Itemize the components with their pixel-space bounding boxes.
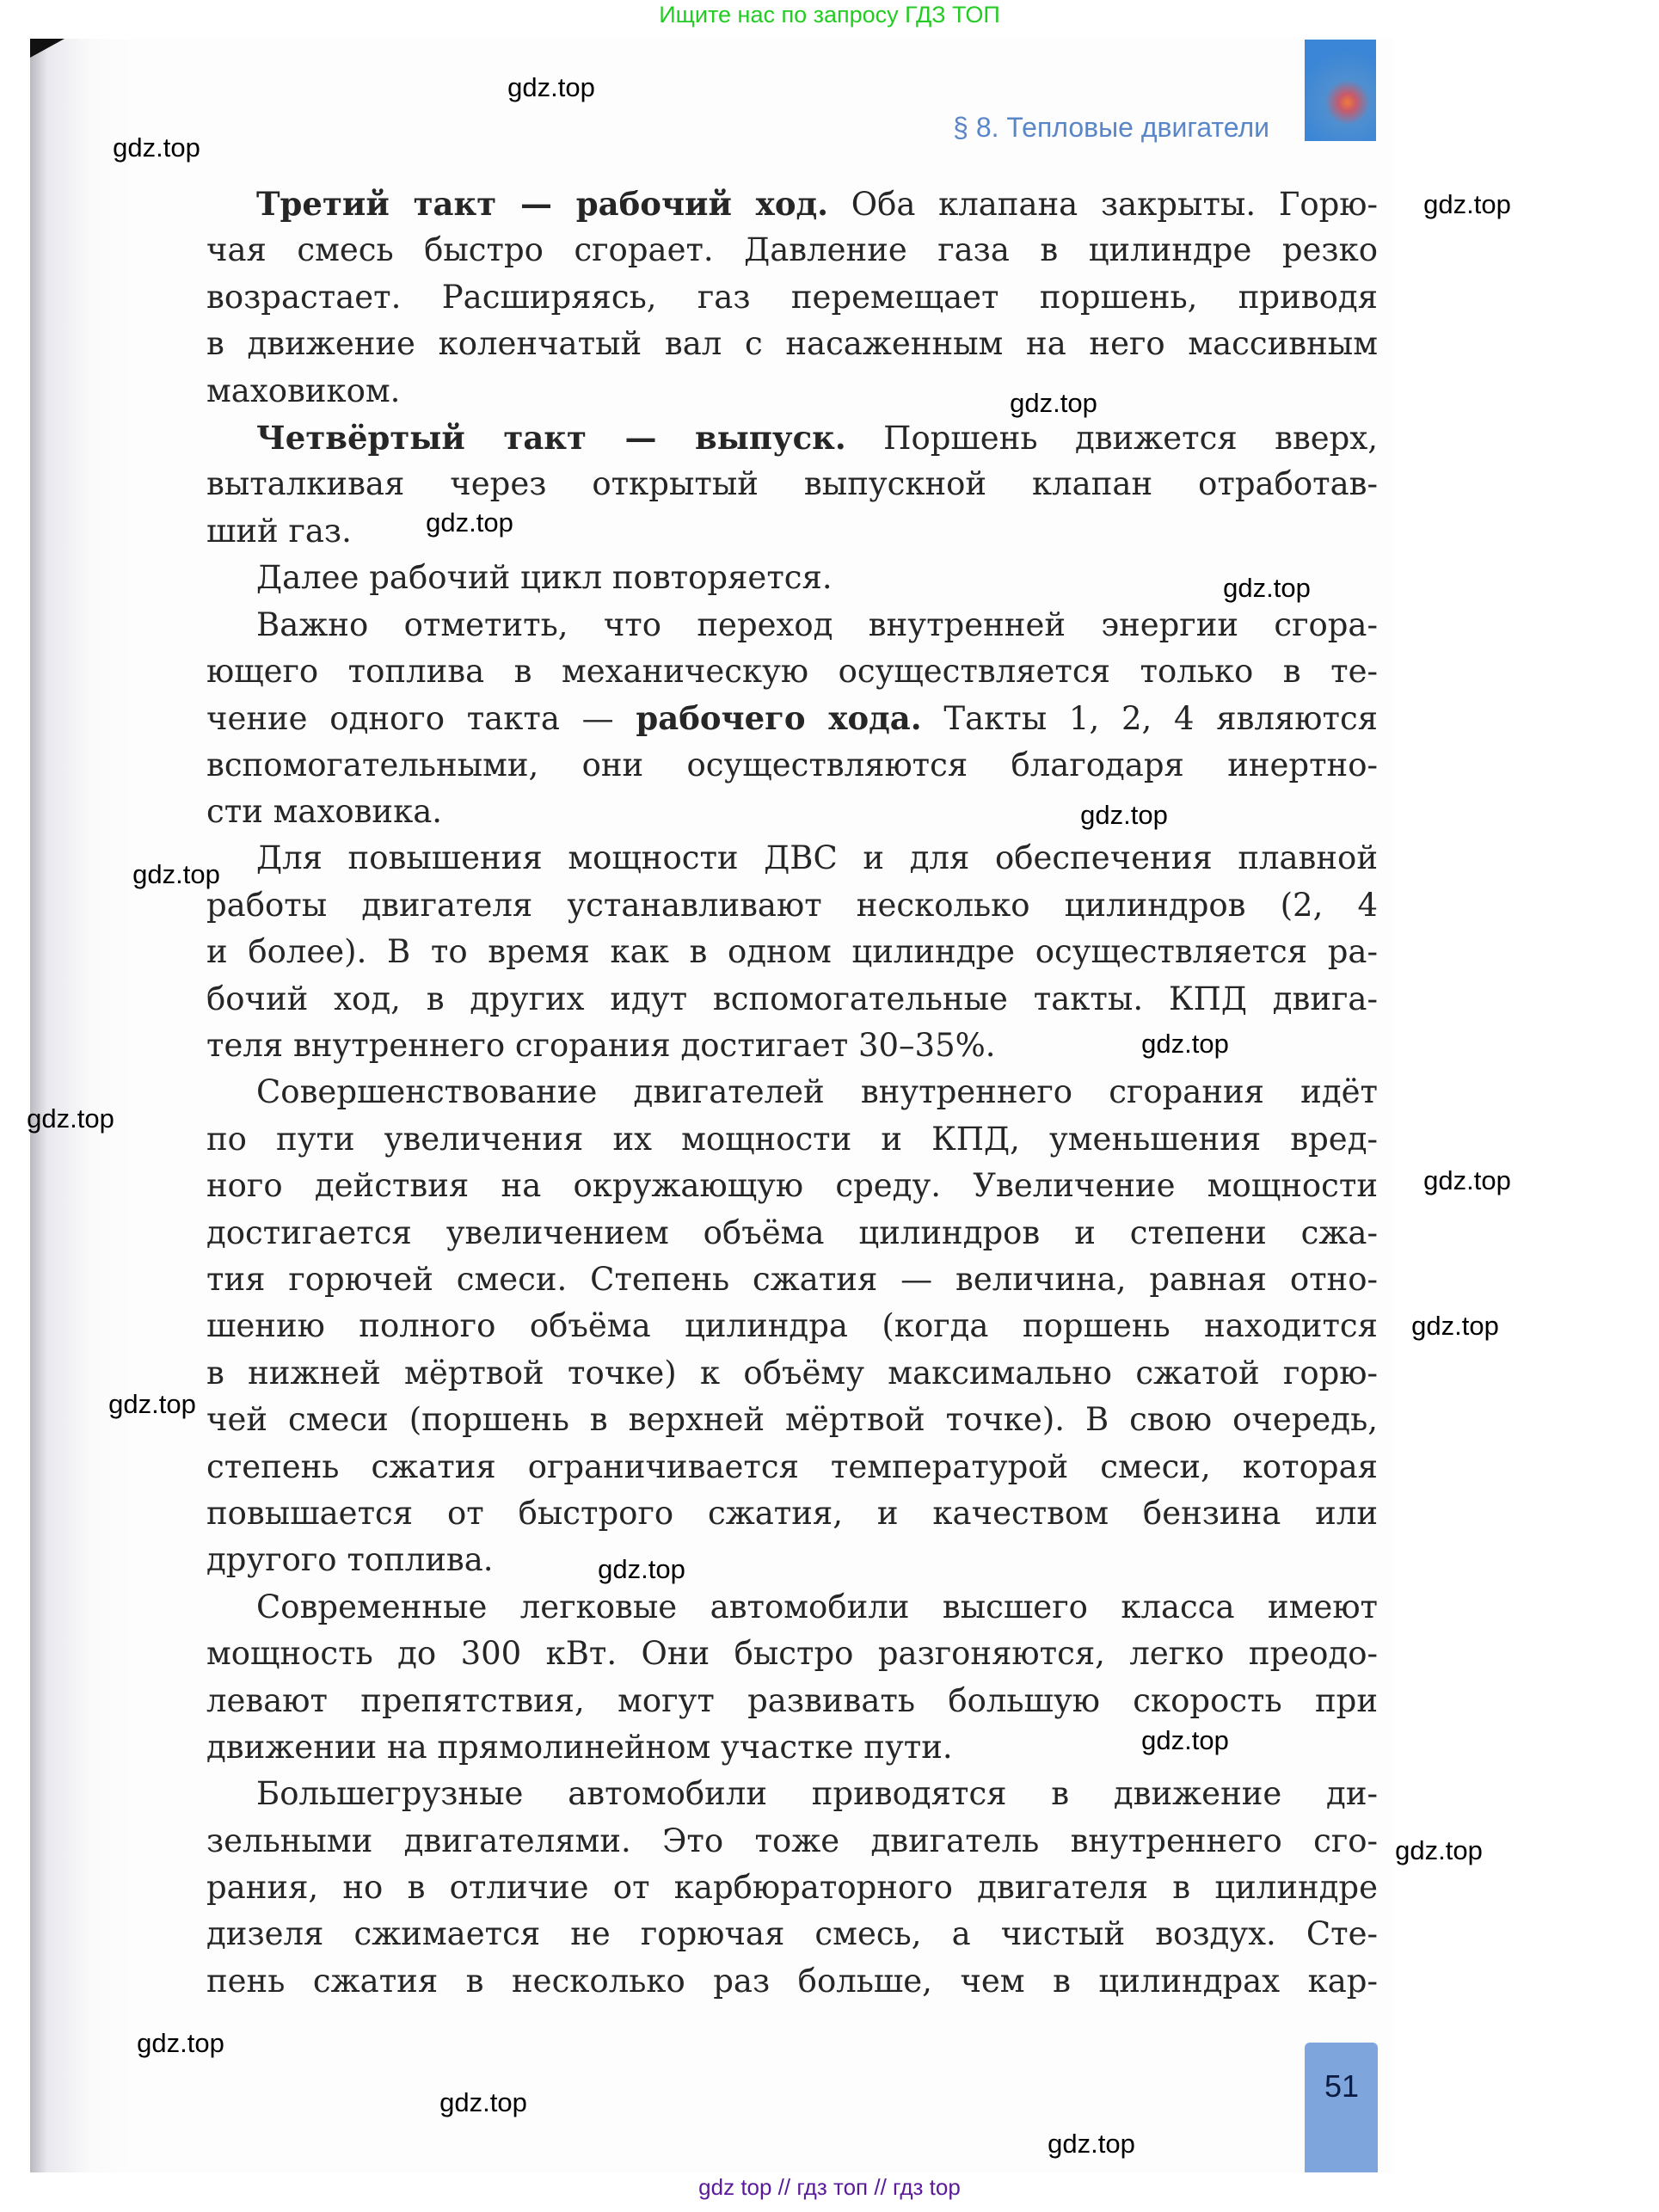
watermark: gdz.top [598, 1554, 685, 1584]
watermark: gdz.top [1423, 189, 1511, 219]
watermark: gdz.top [27, 1103, 114, 1134]
text-segment: ного действия на окружающую среду. Увеличение мощности [206, 1167, 1378, 1205]
text-line [206, 1678, 1378, 1724]
text-segment: чая смесь быстро сгорает. Давление газа в цилиндре резко [206, 231, 1378, 269]
text-line [206, 1958, 1378, 2005]
text-line [206, 1069, 1378, 1115]
text-line [206, 461, 1378, 507]
text-line [206, 1865, 1378, 1911]
text-segment: левают препятствия, могут развивать большую скорость при [206, 1681, 1378, 1719]
text-segment: движении на прямолинейном участке пути. [206, 1728, 953, 1766]
text-line [206, 1444, 1378, 1490]
page-corner-shadow [30, 39, 65, 58]
text-line [206, 1911, 1378, 1957]
text-line [206, 1303, 1378, 1349]
text-segment: бочий ход, в других идут вспомогательные такты. КПД двига- [206, 980, 1378, 1017]
bold-term: Третий такт — рабочий ход. [256, 185, 829, 223]
text-segment: рания, но в отличие от карбюраторного двигателя в цилиндре [206, 1869, 1378, 1907]
text-line [206, 321, 1378, 367]
text-segment: в движение коленчатый вал с насаженным на него массивным [206, 325, 1378, 363]
text-line [206, 1257, 1378, 1303]
text-segment: по пути увеличения их мощности и КПД, уменьшения вред- [206, 1120, 1378, 1158]
text-line [206, 1397, 1378, 1443]
bold-term: рабочего хода. [636, 699, 922, 738]
text-line [206, 1163, 1378, 1209]
text-segment: зельными двигателями. Это тоже двигатель внутреннего сго- [206, 1822, 1378, 1859]
text-segment: Современные легковые автомобили высшего класса имеют [256, 1588, 1378, 1625]
text-segment: достигается увеличением объёма цилиндров и степени сжа- [206, 1214, 1378, 1251]
text-segment: в нижней мёртвой точке) к объёму максимально сжатой горю- [206, 1354, 1378, 1392]
watermark: gdz.top [1010, 388, 1097, 418]
text-line [206, 835, 1378, 882]
text-segment: выталкивая через открытый выпускной клапан отработав- [206, 465, 1378, 503]
text-segment: чение одного такта — [206, 700, 636, 738]
text-segment: чей смеси (поршень в верхней мёртвой точке). В свою очередь, [206, 1401, 1378, 1439]
watermark: gdz.top [426, 507, 513, 538]
watermark: gdz.top [1080, 800, 1168, 830]
text-segment: степень сжатия ограничивается температурой смеси, которая [206, 1447, 1378, 1485]
text-line [206, 789, 1378, 835]
footer-links[interactable]: gdz top // гдз топ // гдз top [698, 2174, 961, 2200]
bold-term: Четвёртый такт — выпуск. [256, 418, 846, 457]
text-line [206, 1631, 1378, 1677]
watermark: gdz.top [1141, 1725, 1229, 1755]
text-segment: Совершенствование двигателей внутреннего сгорания идёт [256, 1073, 1378, 1111]
text-line [206, 1584, 1378, 1631]
text-line [206, 929, 1378, 975]
text-line [206, 1537, 1378, 1583]
watermark: gdz.top [113, 132, 200, 163]
text-line [206, 274, 1378, 321]
text-segment: Большегрузные автомобили приводятся в движение ди- [256, 1775, 1378, 1813]
text-segment: Оба клапана закрыты. Горю- [828, 186, 1378, 223]
text-segment: Такты 1, 2, 4 являются [921, 700, 1378, 738]
watermark: gdz.top [1411, 1311, 1499, 1341]
page-number: 51 [1324, 2068, 1360, 2104]
text-segment: шению полного объёма цилиндра (когда поршень находится [206, 1307, 1378, 1345]
text-line [206, 181, 1378, 227]
text-line [206, 1818, 1378, 1865]
text-line [206, 1116, 1378, 1163]
text-segment: мощность до 300 кВт. Они быстро разгоняются, легко преодо- [206, 1635, 1378, 1673]
text-line [206, 695, 1378, 741]
search-banner: Ищите нас по запросу ГДЗ ТОП [659, 2, 1000, 28]
text-line [206, 976, 1378, 1023]
watermark: gdz.top [137, 2028, 224, 2058]
text-segment: дизеля сжимается не горючая смесь, а чистый воздух. Сте- [206, 1915, 1378, 1953]
text-line [206, 648, 1378, 695]
text-segment: ший газ. [206, 512, 352, 550]
text-segment: и более). В то время как в одном цилиндре осуществляется ра- [206, 933, 1378, 971]
text-segment: теля внутреннего сгорания достигает 30–35%. [206, 1027, 996, 1065]
watermark: gdz.top [1223, 573, 1311, 603]
text-segment: другого топлива. [206, 1541, 494, 1579]
running-head: § 8. Тепловые двигатели [953, 112, 1269, 143]
text-segment: работы двигателя устанавливают несколько цилиндров (2, 4 [206, 886, 1378, 924]
watermark: gdz.top [108, 1389, 196, 1419]
text-segment: Важно отметить, что переход внутренней энергии сгора- [256, 605, 1378, 643]
text-line [206, 415, 1378, 461]
watermark: gdz.top [1048, 2129, 1135, 2159]
text-line [206, 1771, 1378, 1817]
text-line [206, 882, 1378, 929]
text-segment: возрастает. Расширяясь, газ перемещает поршень, приводя [206, 278, 1378, 316]
text-segment: Поршень движется вверх, [845, 419, 1378, 457]
text-line [206, 742, 1378, 789]
page-number-tab [1305, 2043, 1378, 2172]
text-line [206, 368, 1378, 415]
text-line [206, 227, 1378, 273]
text-line [206, 555, 1378, 601]
text-segment: Для повышения мощности ДВС и для обеспечения плавной [256, 839, 1378, 877]
text-line [206, 602, 1378, 648]
text-line [206, 508, 1378, 555]
text-line [206, 1490, 1378, 1537]
text-segment: ющего топлива в механическую осуществляется только в те- [206, 652, 1378, 690]
text-segment: пень сжатия в несколько раз больше, чем в цилиндрах кар- [206, 1962, 1378, 2000]
watermark: gdz.top [1141, 1029, 1229, 1059]
text-segment: сти маховика. [206, 793, 443, 831]
watermark: gdz.top [1395, 1835, 1483, 1865]
chapter-tab-image [1305, 40, 1376, 141]
text-segment: вспомогательными, они осуществляются благодаря инертно- [206, 746, 1378, 783]
watermark: gdz.top [1423, 1165, 1511, 1195]
text-line [206, 1210, 1378, 1257]
text-segment: маховиком. [206, 372, 401, 409]
text-segment: Далее рабочий цикл повторяется. [256, 559, 833, 597]
watermark: gdz.top [439, 2087, 527, 2117]
text-segment: повышается от быстрого сжатия, и качеством бензина или [206, 1494, 1378, 1532]
text-segment: тия горючей смеси. Степень сжатия — величина, равная отно- [206, 1260, 1378, 1298]
watermark: gdz.top [132, 859, 220, 889]
watermark: gdz.top [507, 72, 595, 102]
text-line [206, 1350, 1378, 1397]
